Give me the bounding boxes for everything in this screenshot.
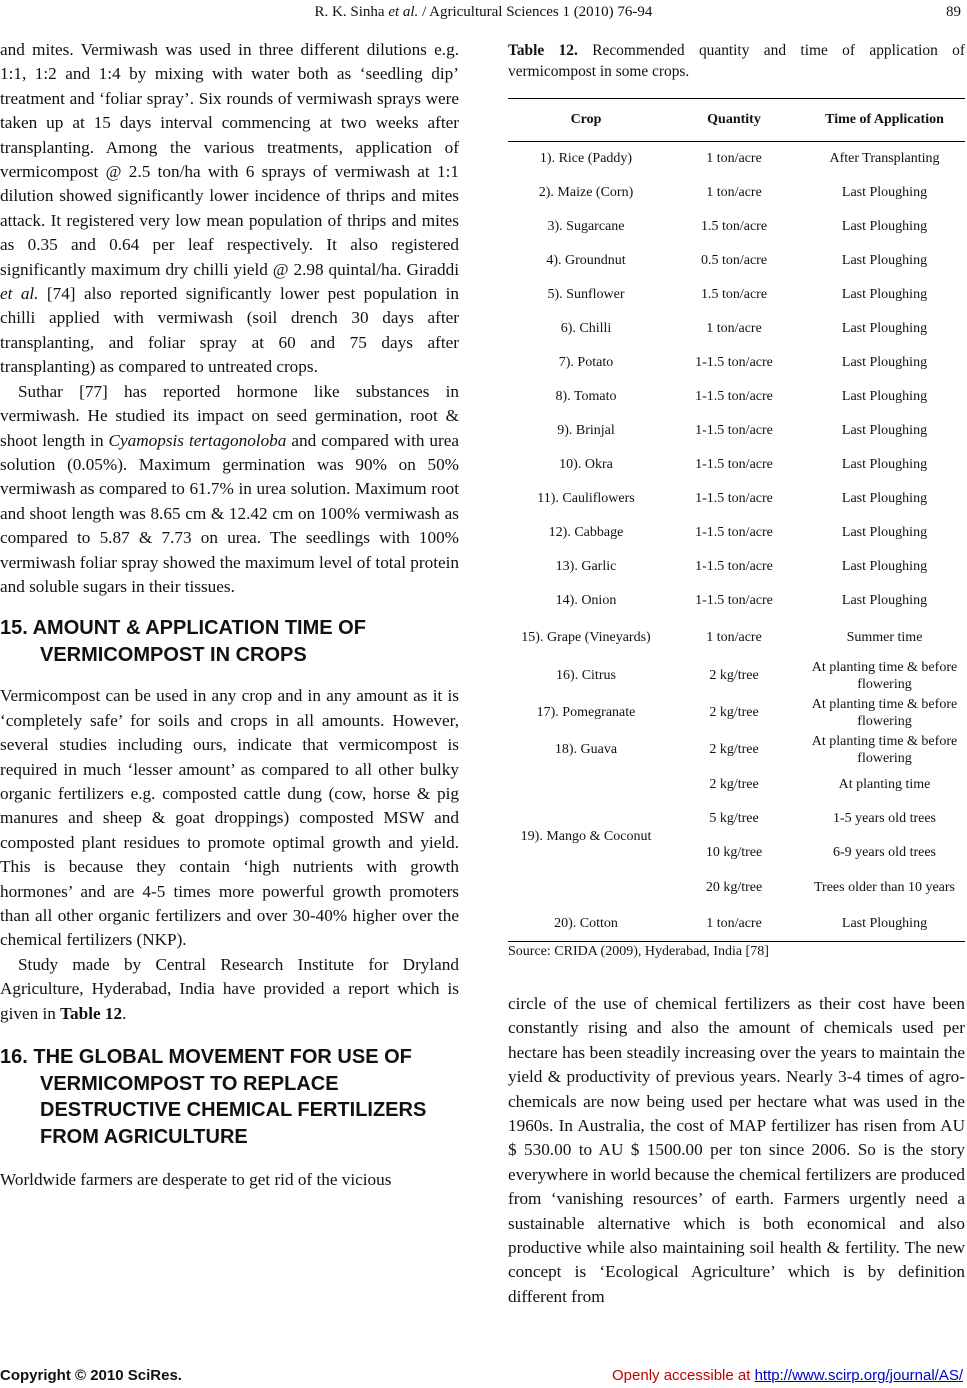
cell-time: Trees older than 10 years xyxy=(813,880,955,895)
header-journal: / Agricultural Sciences 1 (2010) 76-94 xyxy=(418,4,653,20)
paragraph-worldwide-farmers: Worldwide farmers are desperate to get rid of the vicious xyxy=(0,1170,392,1190)
cell-time: Last Ploughing xyxy=(841,423,928,438)
cell-quantity: 5 kg/tree xyxy=(709,811,759,826)
cell-quantity: 1-1.5 ton/acre xyxy=(695,355,773,370)
cell-time: At planting time & before flowering xyxy=(811,733,958,766)
table-row xyxy=(508,732,965,768)
paragraph-vermicompost-amount: Vermicompost can be used in any crop and in any amount as it is ‘completely safe’ for soils and crops in all amounts. However, several studies including ours, indicate that vermicompost is required in much ‘lesser amount’ as compared to all other bulky organic fertilizers e.g. composted cattle dung (cow, horse & pig manures and sheep & goat droppings) composted MSW and composted plant residues to promote optimal growth and yield. This is because they contain ‘high nutrients with growth hormones’ and are 4-5 times more powerful growth promoters than all other organic fertilizers and over 30-40% higher over the chemical fertilizers (NKP). xyxy=(0,686,459,950)
para-text: Study made by Central Research Institute for Dryland Agriculture, Hyderabad, India have provided a report which is given in xyxy=(0,954,459,1023)
cell-crop: 1). Rice (Paddy) xyxy=(539,151,633,167)
table-reference-link[interactable]: Table 12 xyxy=(60,1003,123,1023)
cell-time: Last Ploughing xyxy=(841,287,928,302)
cell-crop: 13). Garlic xyxy=(555,559,617,574)
cell-crop: 14). Onion xyxy=(555,593,617,608)
cell-crop: 5). Sunflower xyxy=(547,287,625,302)
table-row xyxy=(508,278,965,312)
cell-crop: 9). Brinjal xyxy=(557,423,615,438)
cell-crop: 20). Cotton xyxy=(508,906,664,942)
table-row xyxy=(508,380,965,414)
cell-crop: 4). Groundnut xyxy=(546,253,626,268)
open-access-note xyxy=(612,1367,963,1384)
cell-time: 1-5 years old trees xyxy=(832,811,937,826)
journal-url-link[interactable]: http://www.scirp.org/journal/AS/ xyxy=(754,1367,963,1384)
cell-quantity: 10 kg/tree xyxy=(705,845,763,860)
cell-time: Last Ploughing xyxy=(841,389,928,404)
cell-quantity: 1 ton/acre xyxy=(706,151,762,167)
cell-quantity: 1-1.5 ton/acre xyxy=(695,593,773,608)
running-header xyxy=(0,4,967,24)
left-column xyxy=(0,38,459,1192)
cell-quantity: 1 ton/acre xyxy=(706,185,762,200)
cell-time: Last Ploughing xyxy=(841,219,928,234)
para-text: Suthar [77] has reported hormone like substances in vermiwash. He studied its impact on seed germination, root & shoot length in xyxy=(0,381,459,450)
table-row xyxy=(508,658,965,694)
paragraph-suthar xyxy=(0,380,459,600)
section-heading-16: 16. THE GLOBAL MOVEMENT FOR USE OF VERMICOMPOST TO REPLACE DESTRUCTIVE CHEMICAL FERTILIZERS FROM AGRICULTURE xyxy=(0,1046,427,1148)
cell-time: 6-9 years old trees xyxy=(832,845,937,860)
header-quantity: Quantity xyxy=(664,99,804,142)
cell-quantity: 2 kg/tree xyxy=(709,777,759,792)
copyright: Copyright © 2010 SciRes. xyxy=(0,1367,182,1384)
page-number: 89 xyxy=(946,4,961,20)
cell-time: Last Ploughing xyxy=(841,185,928,200)
cell-quantity: 2 kg/tree xyxy=(709,742,759,757)
cell-time: At planting time & before flowering xyxy=(811,659,958,692)
header-time: Time of Application xyxy=(804,99,965,142)
cell-time: Last Ploughing xyxy=(841,355,928,370)
table-label: Table 12. xyxy=(508,42,578,59)
paragraph-vicious-circle: circle of the use of chemical fertilizers as their cost have been constantly rising and also the amount of chemicals used per hectare has been steadily increasing over the years to maintain the yield & productivity of previous years. Nearly 3-4 times of agro-chemicals are now being used per hectare what was used in the 1960s. In Australia, the cost of MAP fertilizer has risen from AU $ 530.00 to AU $ 1500.00 per ton since 2006. So is the story everywhere in world because the chemical fertilizers are produced from ‘vanishing resources’ of earth. Farmers urgently need a sustainable alternative which is both economical and also productive while also maintaining soil health & fertility. The new concept is ‘Ecological Agriculture’ which is by definition different from xyxy=(508,994,965,1306)
cell-quantity: 1-1.5 ton/acre xyxy=(695,559,773,574)
cell-quantity: 2 kg/tree xyxy=(709,705,759,720)
cell-quantity: 1-1.5 ton/acre xyxy=(695,525,773,540)
species-name: Cyamopsis tertagonoloba xyxy=(108,430,287,450)
table-row xyxy=(508,768,965,802)
journal-citation xyxy=(0,4,967,21)
cell-crop: 16). Citrus xyxy=(556,668,616,683)
table-row xyxy=(508,694,965,732)
table-row xyxy=(508,346,965,380)
table-row xyxy=(508,516,965,550)
cell-crop: 6). Chilli xyxy=(560,321,612,336)
cell-time: Last Ploughing xyxy=(804,906,965,942)
cell-crop: 19). Mango & Coconut xyxy=(520,829,652,844)
open-access-text: Openly accessible at xyxy=(612,1367,755,1384)
cell-crop: 8). Tomato xyxy=(555,389,617,404)
cell-quantity: 1-1.5 ton/acre xyxy=(695,457,773,472)
cell-time: At planting time & before flowering xyxy=(811,696,958,729)
cell-crop: 2). Maize (Corn) xyxy=(538,185,634,200)
cell-quantity: 1-1.5 ton/acre xyxy=(695,423,773,438)
cell-time: Last Ploughing xyxy=(841,321,928,336)
table-header-row xyxy=(508,99,965,142)
cell-time: Last Ploughing xyxy=(841,525,928,540)
cell-quantity: 1-1.5 ton/acre xyxy=(695,491,773,506)
table-row xyxy=(508,618,965,658)
header-authors: R. K. Sinha xyxy=(314,4,389,20)
cell-crop: 10). Okra xyxy=(559,457,613,472)
cell-crop: 7). Potato xyxy=(558,355,614,370)
cell-crop: 12). Cabbage xyxy=(548,525,624,540)
table-caption-text: Recommended quantity and time of application of vermicompost in some crops. xyxy=(508,42,965,80)
paragraph-vermiwash-mites xyxy=(0,38,459,380)
table-row xyxy=(508,414,965,448)
para-text: and mites. Vermiwash was used in three different dilutions e.g. 1:1, 1:2 and 1:4 by mixing with water both as ‘seedling dip’ treatment and ‘foliar spray’. Six rounds of vermiwash sprays were taken up at 15 days interval commencing at two weeks after transplanting. Among the various treatments, application of vermicompost @ 2.5 ton/ha with 6 sprays of vermiwash at 1:1 dilution showed significantly lower incidence of thrips and mites attack. It registered very low mean population of thrips and mites as 0.35 and 0.64 per leaf respectively. It also registered significantly maximum dry chilli yield @ 2.98 quintal/ha. Giraddi xyxy=(0,40,459,279)
table-row xyxy=(508,210,965,244)
cell-crop: 15). Grape (Vineyards) xyxy=(521,630,651,645)
table-row xyxy=(508,550,965,584)
cell-time: Last Ploughing xyxy=(841,559,928,574)
cell-time: Summer time xyxy=(846,630,923,645)
header-et-al: et al. xyxy=(388,4,419,20)
table-row xyxy=(508,584,965,618)
cell-time: Last Ploughing xyxy=(841,253,928,268)
table-caption xyxy=(508,40,965,82)
cell-crop: 11). Cauliflowers xyxy=(537,491,635,506)
cell-quantity: 1 ton/acre xyxy=(706,630,762,645)
section-heading-15: 15. AMOUNT & APPLICATION TIME OF VERMICOMPOST IN CROPS xyxy=(0,617,366,666)
cell-quantity: 1-1.5 ton/acre xyxy=(695,389,773,404)
cell-quantity: 1.5 ton/acre xyxy=(700,287,768,302)
para-text: . xyxy=(122,1003,127,1023)
cell-crop: 17). Pomegranate xyxy=(536,705,636,720)
cell-quantity: 1.5 ton/acre xyxy=(700,219,768,234)
footer xyxy=(0,1367,967,1385)
header-crop: Crop xyxy=(508,99,664,142)
table-12 xyxy=(508,98,965,942)
cell-quantity: 0.5 ton/acre xyxy=(700,253,768,268)
table-row xyxy=(508,482,965,516)
cell-crop: 3). Sugarcane xyxy=(547,219,625,234)
cell-time: Last Ploughing xyxy=(841,491,928,506)
table-row xyxy=(508,244,965,278)
cell-time: At planting time xyxy=(838,777,931,792)
table-row xyxy=(508,142,965,176)
table-row xyxy=(508,448,965,482)
table-row xyxy=(508,176,965,210)
cell-quantity: 1 ton/acre xyxy=(706,321,762,336)
para-text: and compared with urea solution (0.05%). Maximum germination was 90% on 50% vermiwash as compared to 61.7% in urea solution. Maximum root and shoot length was 8.65 cm & 12.42 cm on 100% vermiwash as compared to 5.87 & 7.73 on urea. The seedlings with 100% vermiwash foliar spray showed the maximum level of total protein and soluble sugars in their tissues. xyxy=(0,430,459,596)
cell-time: Last Ploughing xyxy=(841,457,928,472)
table-row xyxy=(508,906,965,942)
cell-quantity: 20 kg/tree xyxy=(705,880,763,895)
para-text: [74] also reported significantly lower pest population in chilli applied with vermiwash (soil drench 30 days after transplanting, and foliar spray at 60 and 75 days after transplanting) as compared to untreated crops. xyxy=(0,284,459,377)
table-source: Source: CRIDA (2009), Hyderabad, India [78] xyxy=(508,944,769,959)
cell-quantity: 2 kg/tree xyxy=(709,668,759,683)
cell-quantity: 1 ton/acre xyxy=(664,906,804,942)
table-row xyxy=(508,312,965,346)
cell-time: After Transplanting xyxy=(829,151,940,167)
cell-crop: 18). Guava xyxy=(554,742,618,757)
et-al: et al. xyxy=(0,284,39,304)
cell-time: Last Ploughing xyxy=(841,593,928,608)
paragraph-crida-study xyxy=(0,953,459,1026)
